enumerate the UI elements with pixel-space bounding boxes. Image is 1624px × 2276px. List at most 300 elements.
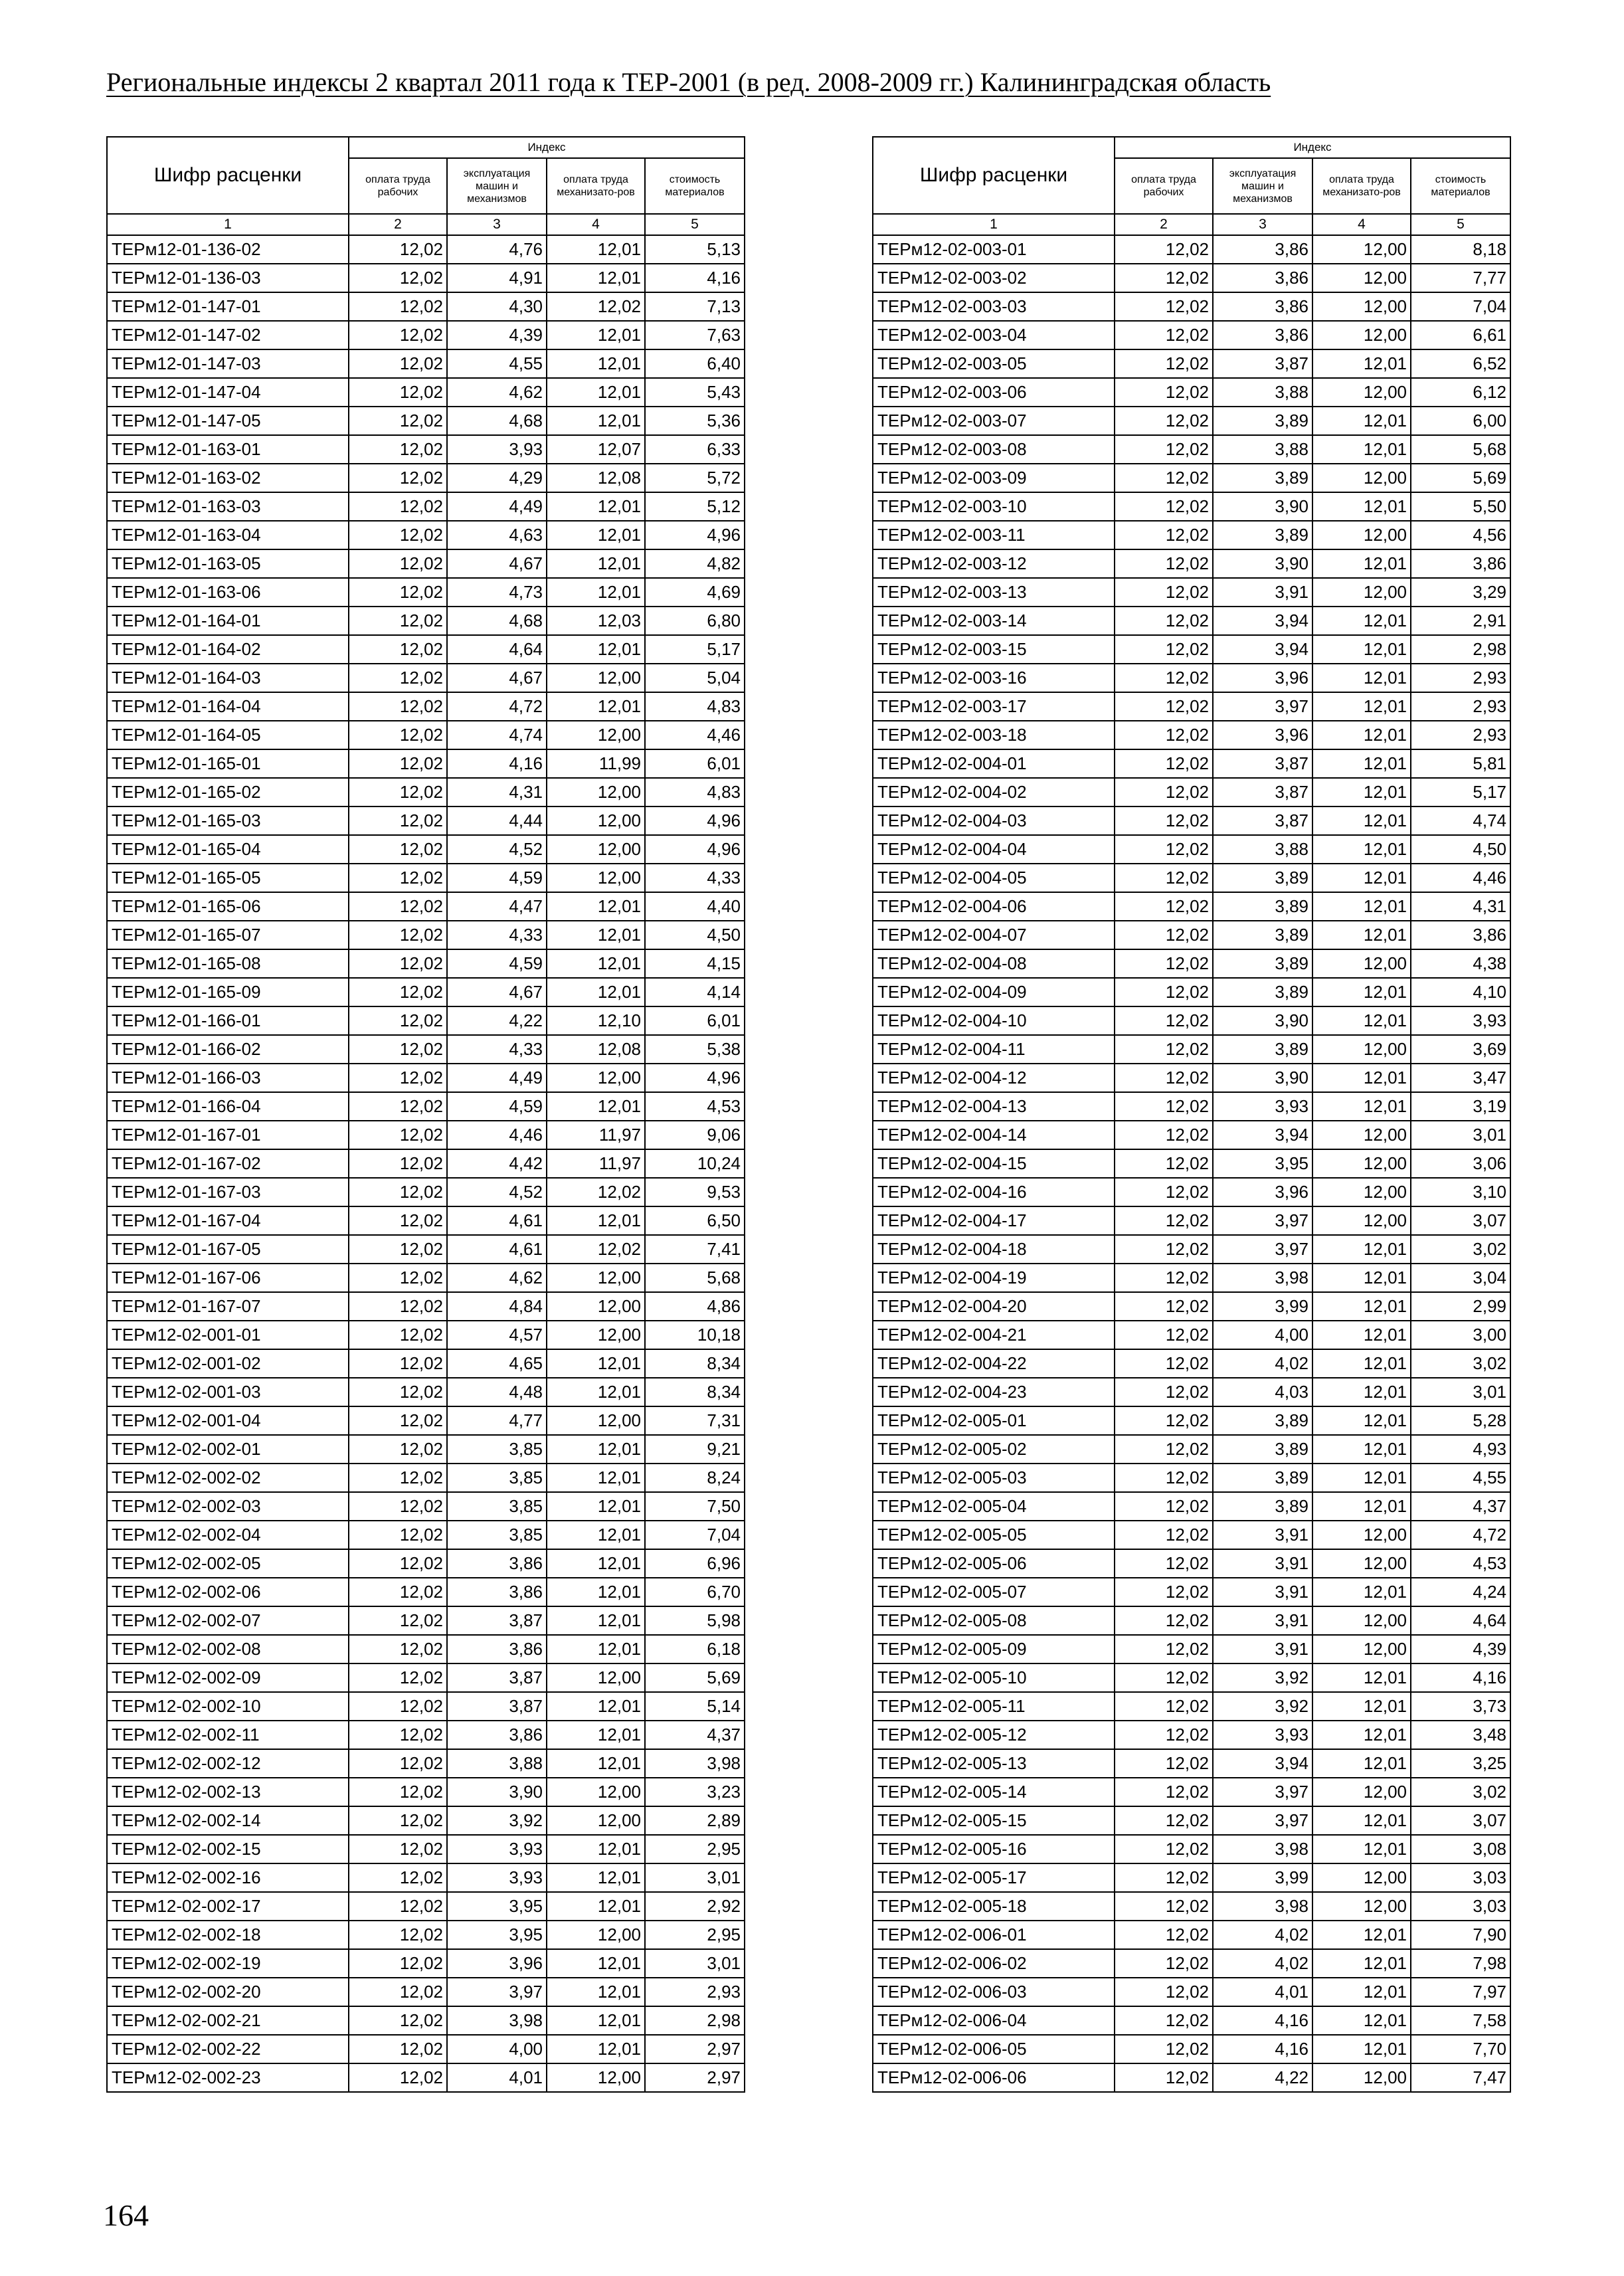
materials-index-cell: 4,93 (1411, 1435, 1510, 1464)
machines-index-cell: 3,89 (1213, 407, 1312, 435)
mech-labor-index-cell: 12,01 (547, 1435, 645, 1464)
labor-index-cell: 12,02 (349, 1549, 447, 1578)
mech-labor-index-cell: 12,01 (547, 321, 645, 349)
materials-index-cell: 4,50 (645, 921, 745, 949)
rate-code-cell: ТЕРм12-02-003-11 (873, 521, 1115, 549)
materials-index-cell: 3,25 (1411, 1749, 1510, 1778)
mech-labor-index-cell: 12,00 (1312, 1178, 1411, 1206)
mech-labor-index-cell: 12,01 (1312, 492, 1411, 521)
mech-labor-index-cell: 12,00 (547, 1064, 645, 1092)
rate-code-cell: ТЕРм12-02-004-02 (873, 778, 1115, 806)
table-row (873, 2006, 1510, 2035)
mech-labor-index-cell: 12,01 (1312, 1292, 1411, 1321)
table-row (873, 1178, 1510, 1206)
rate-code-cell: ТЕРм12-02-003-04 (873, 321, 1115, 349)
table-row (107, 1292, 745, 1321)
rate-code-cell: ТЕРм12-01-147-02 (107, 321, 349, 349)
table-row (107, 235, 745, 264)
labor-index-cell: 12,02 (1115, 806, 1213, 835)
mech-labor-index-cell: 12,01 (1312, 435, 1411, 464)
column-number: 1 (107, 214, 349, 235)
rate-code-cell: ТЕРм12-01-164-01 (107, 607, 349, 635)
labor-index-cell: 12,02 (1115, 1178, 1213, 1206)
labor-index-cell: 12,02 (349, 635, 447, 664)
machines-index-cell: 3,94 (1213, 635, 1312, 664)
header-machines: эксплуатация машин и механизмов (1213, 158, 1312, 214)
rate-code-cell: ТЕРм12-02-004-22 (873, 1349, 1115, 1378)
labor-index-cell: 12,02 (1115, 1321, 1213, 1349)
materials-index-cell: 4,10 (1411, 978, 1510, 1006)
machines-index-cell: 3,94 (1213, 1749, 1312, 1778)
materials-index-cell: 4,39 (1411, 1635, 1510, 1663)
header-labor: оплата труда рабочих (349, 158, 447, 214)
rate-code-cell: ТЕРм12-02-002-05 (107, 1549, 349, 1578)
rate-code-cell: ТЕРм12-01-165-09 (107, 978, 349, 1006)
mech-labor-index-cell: 12,01 (547, 549, 645, 578)
materials-index-cell: 5,14 (645, 1692, 745, 1721)
labor-index-cell: 12,02 (349, 664, 447, 692)
mech-labor-index-cell: 12,01 (1312, 1092, 1411, 1121)
mech-labor-index-cell: 12,00 (1312, 1863, 1411, 1892)
rate-code-cell: ТЕРм12-02-003-03 (873, 292, 1115, 321)
machines-index-cell: 3,93 (447, 435, 547, 464)
materials-index-cell: 3,01 (645, 1863, 745, 1892)
machines-index-cell: 4,29 (447, 464, 547, 492)
mech-labor-index-cell: 12,00 (1312, 1549, 1411, 1578)
rate-code-cell: ТЕРм12-01-167-07 (107, 1292, 349, 1321)
materials-index-cell: 7,97 (1411, 1978, 1510, 2006)
rate-code-cell: ТЕРм12-02-005-10 (873, 1663, 1115, 1692)
materials-index-cell: 8,18 (1411, 235, 1510, 264)
mech-labor-index-cell: 12,01 (547, 1092, 645, 1121)
labor-index-cell: 12,02 (1115, 892, 1213, 921)
table-row (873, 264, 1510, 292)
rate-code-cell: ТЕРм12-02-005-04 (873, 1492, 1115, 1521)
rate-code-cell: ТЕРм12-02-004-21 (873, 1321, 1115, 1349)
table-row (873, 1835, 1510, 1863)
labor-index-cell: 12,02 (349, 492, 447, 521)
table-row (107, 1378, 745, 1406)
table-row (873, 1435, 1510, 1464)
rate-code-cell: ТЕРм12-02-002-22 (107, 2035, 349, 2063)
labor-index-cell: 12,02 (349, 864, 447, 892)
materials-index-cell: 3,98 (645, 1749, 745, 1778)
machines-index-cell: 3,94 (1213, 1121, 1312, 1149)
table-row (107, 378, 745, 407)
rate-code-cell: ТЕРм12-02-002-20 (107, 1978, 349, 2006)
labor-index-cell: 12,02 (349, 578, 447, 607)
rate-code-cell: ТЕРм12-02-004-18 (873, 1235, 1115, 1264)
mech-labor-index-cell: 12,01 (1312, 1663, 1411, 1692)
labor-index-cell: 12,02 (349, 1235, 447, 1264)
machines-index-cell: 4,42 (447, 1149, 547, 1178)
header-labor: оплата труда рабочих (1115, 158, 1213, 214)
mech-labor-index-cell: 12,02 (547, 1235, 645, 1264)
table-row (873, 1149, 1510, 1178)
table-row (107, 778, 745, 806)
rate-code-cell: ТЕРм12-01-165-06 (107, 892, 349, 921)
machines-index-cell: 4,52 (447, 835, 547, 864)
materials-index-cell: 7,50 (645, 1492, 745, 1521)
column-number: 4 (547, 214, 645, 235)
rate-code-cell: ТЕРм12-02-006-03 (873, 1978, 1115, 2006)
mech-labor-index-cell: 12,01 (547, 949, 645, 978)
table-row (107, 349, 745, 378)
labor-index-cell: 12,02 (1115, 1606, 1213, 1635)
materials-index-cell: 5,43 (645, 378, 745, 407)
rate-code-cell: ТЕРм12-02-002-17 (107, 1892, 349, 1921)
labor-index-cell: 12,02 (1115, 578, 1213, 607)
table-row (107, 1949, 745, 1978)
labor-index-cell: 12,02 (1115, 1978, 1213, 2006)
rate-code-cell: ТЕРм12-01-164-03 (107, 664, 349, 692)
materials-index-cell: 4,83 (645, 692, 745, 721)
mech-labor-index-cell: 12,00 (1312, 378, 1411, 407)
table-row (107, 1606, 745, 1635)
table-row (873, 892, 1510, 921)
machines-index-cell: 3,86 (447, 1721, 547, 1749)
mech-labor-index-cell: 12,01 (547, 235, 645, 264)
labor-index-cell: 12,02 (349, 835, 447, 864)
rate-code-cell: ТЕРм12-02-003-02 (873, 264, 1115, 292)
table-row (107, 921, 745, 949)
materials-index-cell: 4,15 (645, 949, 745, 978)
rate-code-cell: ТЕРм12-02-002-04 (107, 1521, 349, 1549)
rate-code-cell: ТЕРм12-01-136-02 (107, 235, 349, 264)
machines-index-cell: 4,74 (447, 721, 547, 749)
mech-labor-index-cell: 12,00 (547, 721, 645, 749)
labor-index-cell: 12,02 (349, 235, 447, 264)
table-row (873, 2063, 1510, 2092)
index-table-right (872, 136, 1511, 2093)
materials-index-cell: 3,10 (1411, 1178, 1510, 1206)
mech-labor-index-cell: 12,01 (547, 2006, 645, 2035)
materials-index-cell: 2,93 (1411, 721, 1510, 749)
materials-index-cell: 4,31 (1411, 892, 1510, 921)
machines-index-cell: 4,67 (447, 978, 547, 1006)
materials-index-cell: 3,01 (1411, 1378, 1510, 1406)
machines-index-cell: 4,30 (447, 292, 547, 321)
materials-index-cell: 4,74 (1411, 806, 1510, 835)
rate-code-cell: ТЕРм12-01-147-01 (107, 292, 349, 321)
rate-code-cell: ТЕРм12-01-165-08 (107, 949, 349, 978)
labor-index-cell: 12,02 (349, 1492, 447, 1521)
machines-index-cell: 3,89 (1213, 949, 1312, 978)
labor-index-cell: 12,02 (349, 1978, 447, 2006)
materials-index-cell: 9,21 (645, 1435, 745, 1464)
materials-index-cell: 7,13 (645, 292, 745, 321)
labor-index-cell: 12,02 (1115, 1292, 1213, 1321)
rate-code-cell: ТЕРм12-02-002-15 (107, 1835, 349, 1863)
rate-code-cell: ТЕРм12-01-165-01 (107, 749, 349, 778)
labor-index-cell: 12,02 (1115, 1435, 1213, 1464)
rate-code-cell: ТЕРм12-02-002-01 (107, 1435, 349, 1464)
mech-labor-index-cell: 12,01 (547, 407, 645, 435)
machines-index-cell: 4,49 (447, 1064, 547, 1092)
labor-index-cell: 12,02 (1115, 1578, 1213, 1606)
machines-index-cell: 3,89 (1213, 1464, 1312, 1492)
table-row (107, 1549, 745, 1578)
labor-index-cell: 12,02 (1115, 1778, 1213, 1806)
materials-index-cell: 4,46 (645, 721, 745, 749)
machines-index-cell: 3,98 (1213, 1835, 1312, 1863)
labor-index-cell: 12,02 (349, 1064, 447, 1092)
table-row (107, 1349, 745, 1378)
materials-index-cell: 6,40 (645, 349, 745, 378)
rate-code-cell: ТЕРм12-02-005-02 (873, 1435, 1115, 1464)
labor-index-cell: 12,02 (1115, 664, 1213, 692)
mech-labor-index-cell: 12,00 (547, 1406, 645, 1435)
materials-index-cell: 2,97 (645, 2063, 745, 2092)
machines-index-cell: 3,93 (447, 1863, 547, 1892)
labor-index-cell: 12,02 (1115, 549, 1213, 578)
mech-labor-index-cell: 12,01 (1312, 349, 1411, 378)
rate-code-cell: ТЕРм12-02-006-01 (873, 1921, 1115, 1949)
rate-code-cell: ТЕРм12-01-167-02 (107, 1149, 349, 1178)
rate-code-cell: ТЕРм12-02-006-06 (873, 2063, 1115, 2092)
mech-labor-index-cell: 12,01 (547, 1721, 645, 1749)
rate-code-cell: ТЕРм12-02-003-07 (873, 407, 1115, 435)
mech-labor-index-cell: 12,01 (1312, 1435, 1411, 1464)
machines-index-cell: 3,93 (447, 1835, 547, 1863)
materials-index-cell: 3,01 (1411, 1121, 1510, 1149)
table-row (107, 835, 745, 864)
machines-index-cell: 4,57 (447, 1321, 547, 1349)
table-row (873, 721, 1510, 749)
machines-index-cell: 4,16 (1213, 2006, 1312, 2035)
machines-index-cell: 4,62 (447, 1264, 547, 1292)
rate-code-cell: ТЕРм12-02-002-21 (107, 2006, 349, 2035)
header-mech-labor: оплата труда механизато-ров (547, 158, 645, 214)
mech-labor-index-cell: 12,00 (1312, 2063, 1411, 2092)
materials-index-cell: 6,52 (1411, 349, 1510, 378)
mech-labor-index-cell: 12,01 (547, 892, 645, 921)
mech-labor-index-cell: 12,01 (1312, 1235, 1411, 1264)
machines-index-cell: 3,97 (1213, 1206, 1312, 1235)
materials-index-cell: 4,69 (645, 578, 745, 607)
machines-index-cell: 4,16 (447, 749, 547, 778)
table-row (107, 292, 745, 321)
labor-index-cell: 12,02 (349, 1578, 447, 1606)
machines-index-cell: 3,97 (1213, 692, 1312, 721)
labor-index-cell: 12,02 (1115, 1663, 1213, 1692)
materials-index-cell: 7,41 (645, 1235, 745, 1264)
table-row (107, 1064, 745, 1092)
materials-index-cell: 3,06 (1411, 1149, 1510, 1178)
table-row (107, 864, 745, 892)
rate-code-cell: ТЕРм12-01-163-06 (107, 578, 349, 607)
materials-index-cell: 3,23 (645, 1778, 745, 1806)
rate-code-cell: ТЕРм12-01-163-03 (107, 492, 349, 521)
rate-code-cell: ТЕРм12-02-003-10 (873, 492, 1115, 521)
table-row (107, 664, 745, 692)
rate-code-cell: ТЕРм12-02-002-06 (107, 1578, 349, 1606)
table-row (107, 1406, 745, 1435)
table-row (107, 1092, 745, 1121)
machines-index-cell: 3,89 (1213, 521, 1312, 549)
machines-index-cell: 3,94 (1213, 607, 1312, 635)
materials-index-cell: 5,28 (1411, 1406, 1510, 1435)
rate-code-cell: ТЕРм12-02-005-18 (873, 1892, 1115, 1921)
rate-code-cell: ТЕРм12-02-004-04 (873, 835, 1115, 864)
table-row (873, 1292, 1510, 1321)
mech-labor-index-cell: 12,00 (1312, 1892, 1411, 1921)
table-row (873, 1749, 1510, 1778)
mech-labor-index-cell: 12,01 (547, 264, 645, 292)
machines-index-cell: 4,73 (447, 578, 547, 607)
labor-index-cell: 12,02 (1115, 407, 1213, 435)
table-row (873, 1206, 1510, 1235)
materials-index-cell: 7,31 (645, 1406, 745, 1435)
machines-index-cell: 4,59 (447, 949, 547, 978)
table-row (873, 1092, 1510, 1121)
table-body-left (107, 235, 745, 2092)
mech-labor-index-cell: 12,01 (1312, 892, 1411, 921)
machines-index-cell: 3,87 (447, 1606, 547, 1635)
table-row (873, 492, 1510, 521)
machines-index-cell: 3,98 (447, 2006, 547, 2035)
materials-index-cell: 4,55 (1411, 1464, 1510, 1492)
labor-index-cell: 12,02 (1115, 1749, 1213, 1778)
table-row (107, 264, 745, 292)
table-row (873, 1949, 1510, 1978)
machines-index-cell: 3,96 (1213, 1178, 1312, 1206)
machines-index-cell: 3,89 (1213, 892, 1312, 921)
machines-index-cell: 3,99 (1213, 1863, 1312, 1892)
rate-code-cell: ТЕРм12-01-164-02 (107, 635, 349, 664)
rate-code-cell: ТЕРм12-02-002-16 (107, 1863, 349, 1892)
table-row (873, 1235, 1510, 1264)
machines-index-cell: 3,92 (1213, 1663, 1312, 1692)
machines-index-cell: 4,03 (1213, 1378, 1312, 1406)
labor-index-cell: 12,02 (349, 978, 447, 1006)
materials-index-cell: 6,01 (645, 749, 745, 778)
rate-code-cell: ТЕРм12-02-004-06 (873, 892, 1115, 921)
rate-code-cell: ТЕРм12-02-002-12 (107, 1749, 349, 1778)
materials-index-cell: 9,53 (645, 1178, 745, 1206)
mech-labor-index-cell: 11,97 (547, 1149, 645, 1178)
rate-code-cell: ТЕРм12-02-005-15 (873, 1806, 1115, 1835)
labor-index-cell: 12,02 (1115, 2035, 1213, 2063)
materials-index-cell: 2,99 (1411, 1292, 1510, 1321)
table-row (873, 607, 1510, 635)
machines-index-cell: 3,99 (1213, 1292, 1312, 1321)
table-row (107, 635, 745, 664)
table-row (107, 1778, 745, 1806)
rate-code-cell: ТЕРм12-02-004-14 (873, 1121, 1115, 1149)
table-row (873, 464, 1510, 492)
labor-index-cell: 12,02 (349, 1292, 447, 1321)
machines-index-cell: 3,91 (1213, 1606, 1312, 1635)
machines-index-cell: 3,90 (1213, 1064, 1312, 1092)
materials-index-cell: 7,04 (1411, 292, 1510, 321)
table-row (873, 1264, 1510, 1292)
mech-labor-index-cell: 12,02 (547, 292, 645, 321)
labor-index-cell: 12,02 (1115, 1521, 1213, 1549)
table-row (107, 978, 745, 1006)
rate-code-cell: ТЕРм12-02-004-23 (873, 1378, 1115, 1406)
table-row (107, 1121, 745, 1149)
materials-index-cell: 5,17 (645, 635, 745, 664)
mech-labor-index-cell: 12,00 (1312, 949, 1411, 978)
labor-index-cell: 12,02 (1115, 1464, 1213, 1492)
labor-index-cell: 12,02 (349, 435, 447, 464)
rate-code-cell: ТЕРм12-02-005-06 (873, 1549, 1115, 1578)
table-row (107, 892, 745, 921)
machines-index-cell: 3,98 (1213, 1264, 1312, 1292)
labor-index-cell: 12,02 (1115, 1064, 1213, 1092)
table-row (873, 578, 1510, 607)
table-row (107, 1035, 745, 1064)
machines-index-cell: 3,97 (1213, 1778, 1312, 1806)
mech-labor-index-cell: 12,01 (1312, 1006, 1411, 1035)
machines-index-cell: 4,16 (1213, 2035, 1312, 2063)
mech-labor-index-cell: 12,10 (547, 1006, 645, 1035)
labor-index-cell: 12,02 (349, 607, 447, 635)
rate-code-cell: ТЕРм12-01-163-04 (107, 521, 349, 549)
materials-index-cell: 3,48 (1411, 1721, 1510, 1749)
header-mech-labor: оплата труда механизато-ров (1312, 158, 1411, 214)
materials-index-cell: 7,47 (1411, 2063, 1510, 2092)
materials-index-cell: 7,98 (1411, 1949, 1510, 1978)
materials-index-cell: 3,86 (1411, 549, 1510, 578)
materials-index-cell: 2,95 (645, 1921, 745, 1949)
rate-code-cell: ТЕРм12-02-004-19 (873, 1264, 1115, 1292)
machines-index-cell: 3,95 (447, 1921, 547, 1949)
labor-index-cell: 12,02 (349, 349, 447, 378)
labor-index-cell: 12,02 (349, 1806, 447, 1835)
column-number: 3 (1213, 214, 1312, 235)
materials-index-cell: 5,17 (1411, 778, 1510, 806)
rate-code-cell: ТЕРм12-02-005-14 (873, 1778, 1115, 1806)
machines-index-cell: 3,86 (1213, 321, 1312, 349)
materials-index-cell: 6,80 (645, 607, 745, 635)
header-materials: стоимость материалов (1411, 158, 1510, 214)
materials-index-cell: 2,97 (645, 2035, 745, 2063)
materials-index-cell: 4,16 (1411, 1663, 1510, 1692)
rate-code-cell: ТЕРм12-02-002-08 (107, 1635, 349, 1663)
labor-index-cell: 12,02 (1115, 1006, 1213, 1035)
labor-index-cell: 12,02 (1115, 1206, 1213, 1235)
machines-index-cell: 4,55 (447, 349, 547, 378)
machines-index-cell: 3,87 (1213, 778, 1312, 806)
materials-index-cell: 3,93 (1411, 1006, 1510, 1035)
labor-index-cell: 12,02 (349, 1435, 447, 1464)
mech-labor-index-cell: 12,01 (547, 1635, 645, 1663)
materials-index-cell: 7,77 (1411, 264, 1510, 292)
mech-labor-index-cell: 12,01 (1312, 1406, 1411, 1435)
table-row (873, 778, 1510, 806)
mech-labor-index-cell: 12,01 (1312, 2006, 1411, 2035)
labor-index-cell: 12,02 (349, 1949, 447, 1978)
rate-code-cell: ТЕРм12-02-001-04 (107, 1406, 349, 1435)
table-row (873, 292, 1510, 321)
mech-labor-index-cell: 12,01 (1312, 806, 1411, 835)
machines-index-cell: 4,63 (447, 521, 547, 549)
machines-index-cell: 4,22 (447, 1006, 547, 1035)
mech-labor-index-cell: 12,02 (547, 1178, 645, 1206)
materials-index-cell: 6,96 (645, 1549, 745, 1578)
materials-index-cell: 6,61 (1411, 321, 1510, 349)
machines-index-cell: 4,22 (1213, 2063, 1312, 2092)
machines-index-cell: 3,91 (1213, 1549, 1312, 1578)
machines-index-cell: 3,96 (447, 1949, 547, 1978)
mech-labor-index-cell: 12,01 (547, 1521, 645, 1549)
mech-labor-index-cell: 12,00 (547, 806, 645, 835)
rate-code-cell: ТЕРм12-02-001-03 (107, 1378, 349, 1406)
labor-index-cell: 12,02 (349, 1464, 447, 1492)
materials-index-cell: 10,24 (645, 1149, 745, 1178)
